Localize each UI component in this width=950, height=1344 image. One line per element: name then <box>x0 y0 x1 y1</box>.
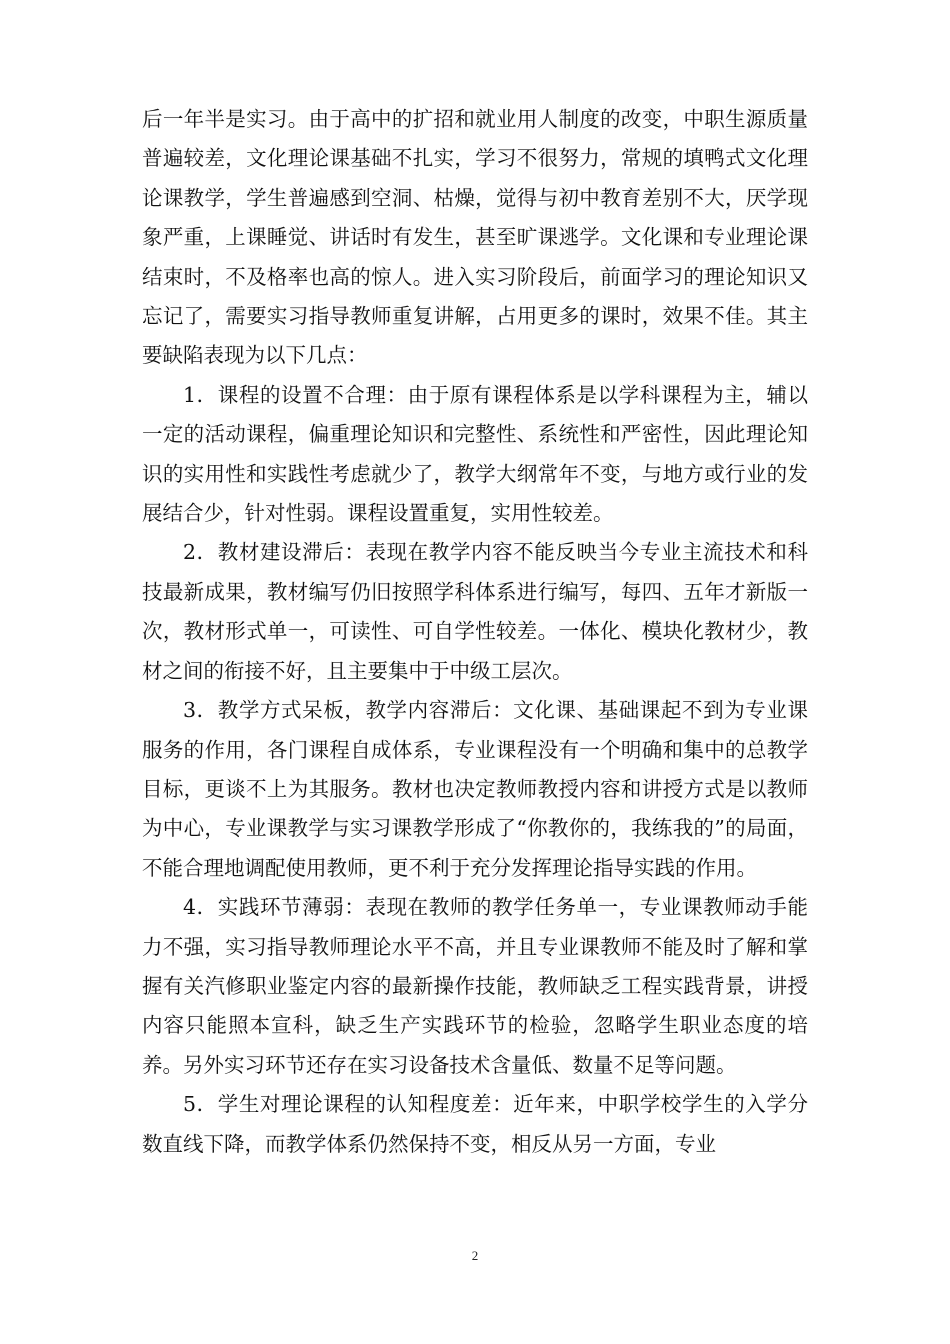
paragraph-item-4: 4．实践环节薄弱：表现在教师的教学任务单一，专业课教师动手能力不强，实习指导教师理论水平不高，并且专业课教师不能及时了解和掌握有关汽修职业鉴定内容的最新操作技能，教师缺乏工程实践背景，讲授内容只能照本宣科，缺乏生产实践环节的检验，忽略学生职业态度的培养。另外实习环节还存在实习设备技术含量低、数量不足等问题。 <box>142 895 808 1077</box>
paragraph-item-5: 5．学生对理论课程的认知程度差：近年来，中职学校学生的入学分数直线下降，而教学体系仍然保持不变，相反从另一方面，专业 <box>142 1092 808 1156</box>
paragraph-item-2: 2．教材建设滞后：表现在教学内容不能反映当今专业主流技术和科技最新成果，教材编写仍旧按照学科体系进行编写，每四、五年才新版一次，教材形式单一，可读性、可自学性较差。一体化、模块化教材少，教材之间的衔接不好，且主要集中于中级工层次。 <box>142 540 808 683</box>
page-number: 2 <box>471 1248 479 1263</box>
paragraph-item-3: 3．教学方式呆板，教学内容滞后：文化课、基础课起不到为专业课服务的作用，各门课程自成体系，专业课程没有一个明确和集中的总教学目标，更谈不上为其服务。教材也决定教师教授内容和讲授方式是以教师为中心，专业课教学与实习课教学形成了“你教你的，我练我的”的局面，不能合理地调配使用教师，更不利于充分发挥理论指导实践的作用。 <box>142 698 808 880</box>
paragraph-continuation: 后一年半是实习。由于高中的扩招和就业用人制度的改变，中职生源质量普遍较差，文化理论课基础不扎实，学习不很努力，常规的填鸭式文化理论课教学，学生普遍感到空洞、枯燥，觉得与初中教育差别不大，厌学现象严重，上课睡觉、讲话时有发生，甚至旷课逃学。文化课和专业理论课结束时，不及格率也高的惊人。进入实习阶段后，前面学习的理论知识又忘记了，需要实习指导教师重复讲解，占用更多的课时，效果不佳。其主要缺陷表现为以下几点： <box>142 107 808 368</box>
paragraph-item-1: 1．课程的设置不合理：由于原有课程体系是以学科课程为主，辅以一定的活动课程，偏重理论知识和完整性、系统性和严密性，因此理论知识的实用性和实践性考虑就少了，教学大纲常年不变，与地方或行业的发展结合少，针对性弱。课程设置重复，实用性较差。 <box>142 382 808 526</box>
body-text <box>142 100 808 1164</box>
